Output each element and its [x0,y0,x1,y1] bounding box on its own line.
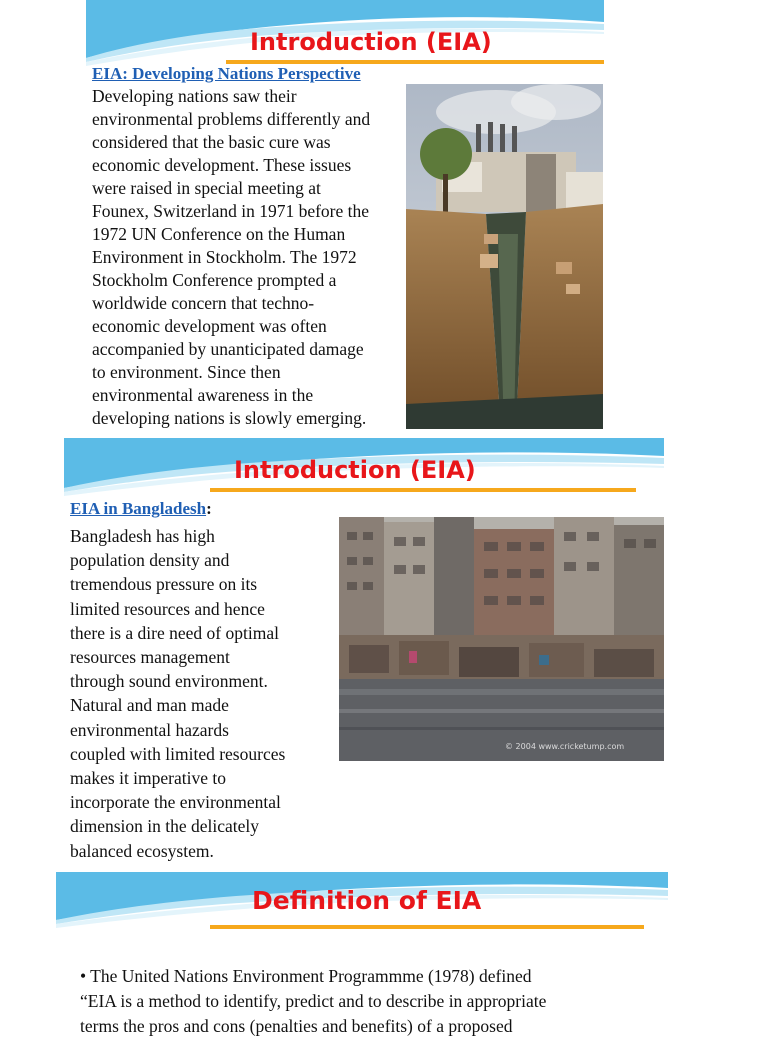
subheading-colon: : [206,499,212,518]
slide-title: Introduction (EIA) [234,456,476,484]
slide-developing-nations [86,0,604,432]
slide-definition [56,872,668,1036]
slide-body [70,524,285,863]
body-line: environmental problems differently and [92,109,371,129]
body-line: resources management [70,647,230,668]
title-rule [210,488,636,492]
body-line: economic development. These issues [92,155,352,175]
body-line: Stockholm Conference prompted a [92,270,337,290]
slide-title: Definition of EIA [252,886,482,915]
body-line: coupled with limited resources [70,743,286,764]
body-line: environmental awareness in the [92,385,314,405]
body-line: to environment. Since then [92,362,281,382]
body-line: limited resources and hence [70,598,265,619]
body-line: Environment in Stockholm. The 1972 [92,247,357,267]
body-line: balanced ecosystem. [70,840,214,861]
body-line: “EIA is a method to identify, predict and to describe in appropriate [80,991,547,1011]
body-line: Developing nations saw their [92,86,297,106]
body-line: worldwide concern that techno- [92,293,315,313]
body-line: economic development was often [92,316,327,336]
body-line: tremendous pressure on its [70,574,258,595]
body-line: Founex, Switzerland in 1971 before the [92,201,370,221]
slide-body [92,85,370,430]
slide-title: Introduction (EIA) [250,28,492,56]
body-line: through sound environment. [70,671,268,692]
body-line: developing nations is slowly emerging. [92,408,367,428]
body-line: dimension in the delicately [70,816,260,837]
slide-subheading-line [70,499,212,519]
slide-subheading: EIA: Developing Nations Perspective [92,64,361,83]
body-line: population density and [70,550,230,571]
body-line: incorporate the environmental [70,792,281,813]
body-line: were raised in special meeting at [92,178,321,198]
body-line: Bangladesh has high [70,526,215,546]
photo-credit: © 2004 www.cricketump.com [505,742,625,751]
body-line: 1972 UN Conference on the Human [92,224,346,244]
body-line: considered that the basic cure was [92,132,331,152]
title-rule [210,925,644,929]
slide-subheading: EIA in Bangladesh [70,499,207,518]
body-line: environmental hazards [70,719,229,740]
industrial-drain-photo [406,84,603,429]
slum-river-photo [339,517,664,761]
slide-body [80,964,546,1039]
body-line: accompanied by unanticipated damage [92,339,364,359]
body-line: there is a dire need of optimal [70,622,279,643]
body-line: terms the pros and cons (penalties and benefits) of a proposed [80,1016,513,1036]
slide-bangladesh [64,438,664,864]
body-line: makes it imperative to [70,768,226,789]
body-line: Natural and man made [70,695,229,716]
body-line: • The United Nations Environment Programmme (1978) defined [80,966,532,986]
